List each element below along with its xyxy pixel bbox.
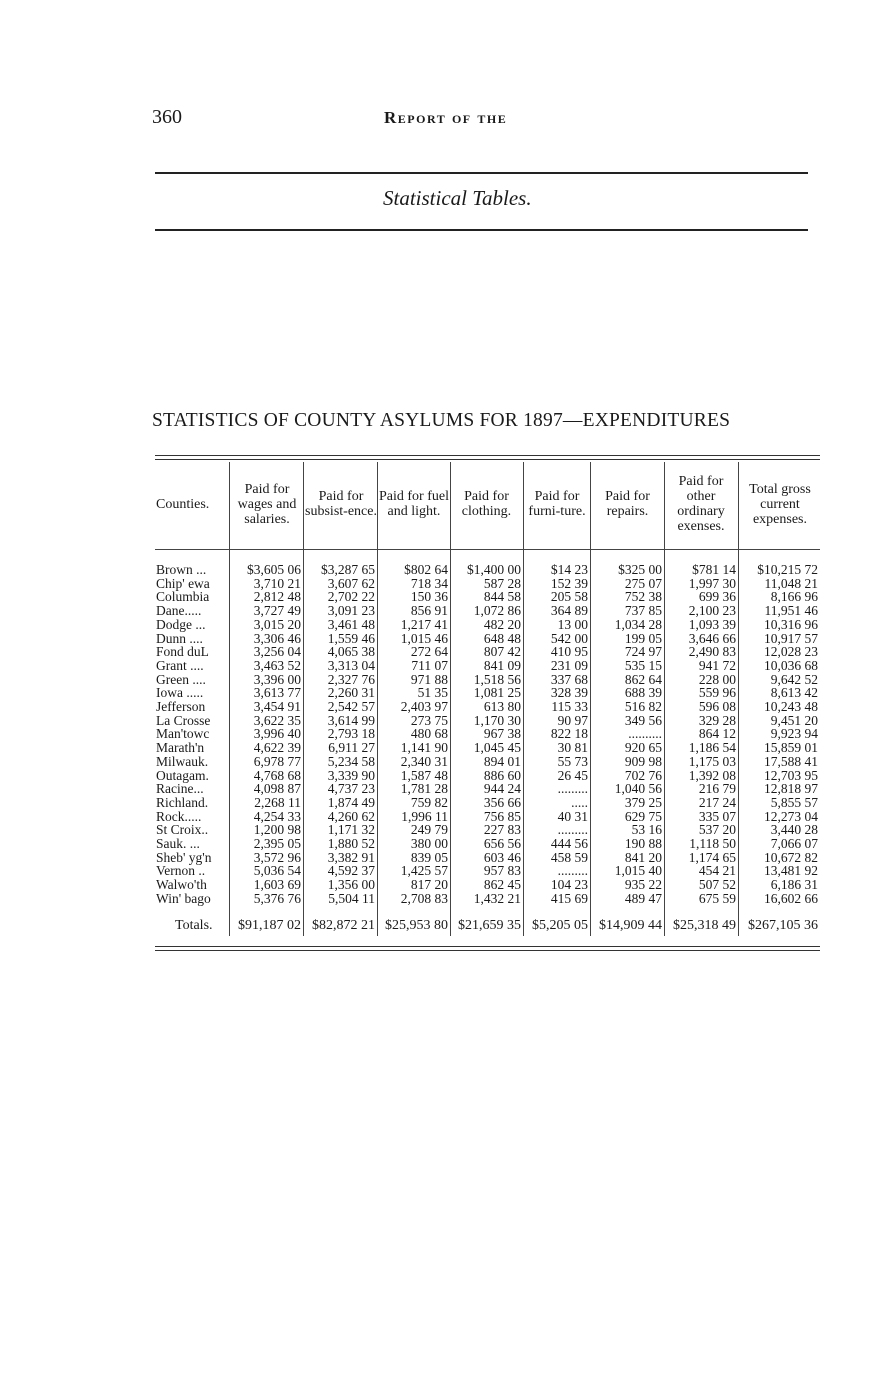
cell-county: Fond duL <box>156 644 209 660</box>
cell-subsistence: 1,880 52 <box>327 836 375 851</box>
cell-subsistence: 3,091 23 <box>327 603 375 619</box>
cell-repairs: 737 85 <box>624 603 662 619</box>
cell-total: 9,642 52 <box>770 671 818 687</box>
cell-other: 941 72 <box>698 657 736 673</box>
cell-repairs: 752 38 <box>624 589 662 605</box>
cell-wages: 2,268 11 <box>254 794 301 810</box>
cell-repairs: 1,040 56 <box>614 781 662 797</box>
cell-other: 217 24 <box>698 794 736 810</box>
cell-clothing: 1,170 30 <box>473 712 521 728</box>
cell-furniture: 458 59 <box>550 849 588 865</box>
cell-subsistence: 2,327 76 <box>327 671 375 687</box>
cell-wages: 1,603 69 <box>253 877 301 893</box>
cell-subsistence: 1,874 49 <box>327 794 375 810</box>
cell-other: 1,174 65 <box>688 849 736 865</box>
cell-furniture: 231 09 <box>550 657 588 673</box>
cell-county: Brown ... <box>156 562 207 577</box>
cell-fuel: 856 91 <box>410 603 448 619</box>
cell-total: $10,215 72 <box>757 562 818 577</box>
cell-fuel: $802 64 <box>404 562 448 577</box>
cell-furniture: ..... <box>571 794 588 810</box>
cell-other: 675 59 <box>698 890 736 906</box>
column-header-label: Paid for subsist-ence. <box>305 489 377 519</box>
cell-other: $25,318 49 <box>673 918 736 933</box>
cell-repairs: 535 15 <box>624 657 662 673</box>
cell-subsistence: 4,737 23 <box>327 781 375 797</box>
cell-furniture: 337 68 <box>550 671 588 687</box>
cell-subsistence: 1,559 46 <box>327 630 375 646</box>
cell-clothing: 356 66 <box>483 794 521 810</box>
cell-other: 1,175 03 <box>688 753 736 769</box>
cell-repairs: 489 47 <box>624 890 662 906</box>
cell-clothing: 656 56 <box>483 836 521 851</box>
column-header-label: Paid for clothing. <box>461 489 512 519</box>
cell-repairs: 349 56 <box>624 712 662 728</box>
cell-total: 9,923 94 <box>770 726 818 742</box>
cell-repairs: 920 65 <box>624 740 662 756</box>
cell-furniture: 822 18 <box>550 726 588 742</box>
cell-county: Rock..... <box>156 808 202 824</box>
column-header-other <box>665 462 737 546</box>
table-row <box>0 796 872 810</box>
cell-fuel: 839 05 <box>410 849 448 865</box>
cell-clothing: 756 85 <box>483 808 521 824</box>
cell-county: St Croix.. <box>156 822 209 838</box>
cell-other: 1,392 08 <box>688 767 736 783</box>
cell-total: $267,105 36 <box>748 918 818 933</box>
cell-furniture: $5,205 05 <box>532 918 588 933</box>
cell-wages: 3,613 77 <box>253 685 301 701</box>
cell-other: 559 96 <box>698 685 736 701</box>
cell-other: 699 36 <box>698 589 736 605</box>
cell-total: 13,481 92 <box>764 863 818 879</box>
cell-repairs: 724 97 <box>624 644 662 660</box>
cell-furniture: 444 56 <box>550 836 588 851</box>
cell-other: 228 00 <box>698 671 736 687</box>
cell-wages: 4,768 68 <box>253 767 301 783</box>
cell-wages: $91,187 02 <box>238 918 301 933</box>
cell-county: Grant .... <box>156 657 204 673</box>
cell-total: 8,613 42 <box>770 685 818 701</box>
cell-clothing: 894 01 <box>483 753 521 769</box>
column-header-label: Counties. <box>156 496 210 512</box>
cell-furniture: 55 73 <box>557 753 588 769</box>
cell-clothing: 886 60 <box>483 767 521 783</box>
cell-clothing: 807 42 <box>483 644 521 660</box>
cell-fuel: 1,996 11 <box>401 808 448 824</box>
cell-clothing: $21,659 35 <box>458 918 521 933</box>
cell-clothing: 1,072 86 <box>473 603 521 619</box>
column-header-label: Paid for fuel and light. <box>379 489 449 519</box>
cell-furniture: 328 39 <box>550 685 588 701</box>
cell-county: Milwauk. <box>156 753 209 769</box>
cell-county: Richland. <box>156 794 209 810</box>
cell-wages: 3,256 04 <box>253 644 301 660</box>
cell-other: 335 07 <box>698 808 736 824</box>
cell-fuel: 971 88 <box>410 671 448 687</box>
cell-fuel: 2,340 31 <box>400 753 448 769</box>
cell-subsistence: 3,339 90 <box>327 767 375 783</box>
cell-repairs: $325 00 <box>618 562 662 577</box>
cell-total: 12,273 04 <box>764 808 818 824</box>
column-header-label: Paid for repairs. <box>605 489 650 519</box>
cell-fuel: 1,781 28 <box>400 781 448 797</box>
cell-county: Dane..... <box>156 603 202 619</box>
cell-total: 10,036 68 <box>764 657 818 673</box>
cell-other: 454 21 <box>698 863 736 879</box>
cell-furniture: 90 97 <box>557 712 588 728</box>
page-number: 360 <box>152 106 182 128</box>
column-header-label: Total gross current expenses. <box>749 481 811 527</box>
cell-county: Chip' ewa <box>156 575 210 591</box>
table-title: STATISTICS OF COUNTY ASYLUMS FOR 1897—EXPENDITURES <box>152 410 731 431</box>
cell-wages: 2,812 48 <box>253 589 301 605</box>
cell-other: $781 14 <box>692 562 736 577</box>
cell-subsistence: $82,872 21 <box>312 918 375 933</box>
column-header-label: Paid for wages and salaries. <box>237 481 297 527</box>
cell-subsistence: 3,461 48 <box>327 616 375 632</box>
cell-repairs: 702 76 <box>624 767 662 783</box>
cell-clothing: 482 20 <box>483 616 521 632</box>
cell-total: 9,451 20 <box>770 712 818 728</box>
cell-clothing: 957 83 <box>483 863 521 879</box>
cell-subsistence: 2,793 18 <box>327 726 375 742</box>
cell-wages: 4,622 39 <box>253 740 301 756</box>
cell-county: Sheb' yg'n <box>156 849 212 865</box>
cell-furniture: 415 69 <box>550 890 588 906</box>
cell-subsistence: 2,542 57 <box>327 699 375 714</box>
section-rule <box>155 229 808 231</box>
table-bottom-double-rule <box>155 946 820 951</box>
cell-repairs: 935 22 <box>624 877 662 893</box>
cell-wages: 1,200 98 <box>253 822 301 838</box>
cell-wages: 4,254 33 <box>253 808 301 824</box>
top-rule <box>155 172 808 174</box>
cell-wages: 3,454 91 <box>253 699 301 714</box>
cell-county: Outagam. <box>156 767 209 783</box>
cell-clothing: 648 48 <box>483 630 521 646</box>
cell-fuel: 480 68 <box>410 726 448 742</box>
cell-county: Man'towc <box>156 726 210 742</box>
cell-fuel: 2,403 97 <box>400 699 448 714</box>
cell-furniture: ......... <box>557 822 588 838</box>
cell-wages: 3,463 52 <box>253 657 301 673</box>
cell-fuel: 380 00 <box>410 836 448 851</box>
section-title: Statistical Tables. <box>383 186 532 210</box>
column-header-label: Paid for furni-ture. <box>528 489 586 519</box>
table-row <box>0 878 872 892</box>
cell-fuel: 273 75 <box>410 712 448 728</box>
cell-county: Dodge ... <box>156 616 206 632</box>
cell-total: 10,917 57 <box>764 630 818 646</box>
cell-other: 1,997 30 <box>688 575 736 591</box>
cell-county: Walwo'th <box>156 877 207 893</box>
cell-wages: 3,727 49 <box>253 603 301 619</box>
cell-repairs: 190 88 <box>624 836 662 851</box>
cell-clothing: 613 80 <box>483 699 521 714</box>
cell-county: Green .... <box>156 671 206 687</box>
cell-subsistence: 3,607 62 <box>327 575 375 591</box>
table-row <box>0 618 872 632</box>
cell-fuel: 1,217 41 <box>400 616 448 632</box>
cell-other: 329 28 <box>698 712 736 728</box>
cell-repairs: .......... <box>628 726 662 742</box>
cell-wages: 5,376 76 <box>253 890 301 906</box>
cell-total: 11,951 46 <box>764 603 818 619</box>
column-header-label: Paid for other ordinary exenses. <box>677 474 725 534</box>
cell-clothing: 227 83 <box>483 822 521 838</box>
cell-furniture: 410 95 <box>550 644 588 660</box>
cell-clothing: 1,045 45 <box>473 740 521 756</box>
cell-clothing: 587 28 <box>483 575 521 591</box>
cell-subsistence: 5,234 58 <box>327 753 375 769</box>
cell-wages: 3,015 20 <box>253 616 301 632</box>
cell-furniture: 13 00 <box>557 616 588 632</box>
cell-fuel: 711 07 <box>411 657 448 673</box>
cell-repairs: 862 64 <box>624 671 662 687</box>
cell-furniture: 542 00 <box>550 630 588 646</box>
table-row <box>0 741 872 755</box>
cell-repairs: 1,015 40 <box>614 863 662 879</box>
cell-clothing: 1,081 25 <box>473 685 521 701</box>
column-header-subsistence <box>305 462 377 546</box>
cell-other: 864 12 <box>698 726 736 742</box>
cell-furniture: 205 58 <box>550 589 588 605</box>
cell-fuel: 759 82 <box>410 794 448 810</box>
cell-other: 1,118 50 <box>689 836 736 851</box>
table-row <box>0 604 872 618</box>
cell-subsistence: 6,911 27 <box>328 740 375 756</box>
cell-other: 3,646 66 <box>688 630 736 646</box>
cell-repairs: $14,909 44 <box>599 918 662 933</box>
cell-clothing: 862 45 <box>483 877 521 893</box>
cell-subsistence: 1,171 32 <box>327 822 375 838</box>
cell-wages: 3,396 00 <box>253 671 301 687</box>
cell-repairs: 841 20 <box>624 849 662 865</box>
cell-total: 11,048 21 <box>764 575 818 591</box>
cell-wages: 4,098 87 <box>253 781 301 797</box>
cell-clothing: 841 09 <box>483 657 521 673</box>
cell-county: Columbia <box>156 589 210 605</box>
cell-subsistence: 4,260 62 <box>327 808 375 824</box>
cell-repairs: 629 75 <box>624 808 662 824</box>
column-header-clothing <box>451 462 522 546</box>
cell-other: 216 79 <box>698 781 736 797</box>
cell-furniture: 104 23 <box>550 877 588 893</box>
cell-other: 537 20 <box>698 822 736 838</box>
cell-subsistence: 2,260 31 <box>327 685 375 701</box>
cell-repairs: 688 39 <box>624 685 662 701</box>
column-header-fuel <box>379 462 449 546</box>
cell-total: 10,243 48 <box>764 699 818 714</box>
cell-repairs: 1,034 28 <box>614 616 662 632</box>
cell-subsistence: 3,313 04 <box>327 657 375 673</box>
cell-repairs: 275 07 <box>624 575 662 591</box>
running-title: Report of the <box>384 108 508 127</box>
cell-fuel: 718 34 <box>410 575 448 591</box>
cell-total: 10,672 82 <box>764 849 818 865</box>
cell-fuel: $25,953 80 <box>385 918 448 933</box>
cell-county: Dunn .... <box>156 630 203 646</box>
cell-total: 8,166 96 <box>770 589 818 605</box>
cell-other: 596 08 <box>698 699 736 714</box>
cell-clothing: 1,518 56 <box>473 671 521 687</box>
cell-fuel: 249 79 <box>410 822 448 838</box>
cell-wages: 3,996 40 <box>253 726 301 742</box>
column-header-counties <box>156 462 228 546</box>
cell-fuel: 2,708 83 <box>400 890 448 906</box>
header-rule <box>155 549 820 550</box>
cell-total: 15,859 01 <box>764 740 818 756</box>
cell-wages: 2,395 05 <box>253 836 301 851</box>
cell-wages: 3,710 21 <box>253 575 301 591</box>
cell-fuel: 1,141 90 <box>400 740 448 756</box>
table-row <box>0 837 872 851</box>
table-row <box>0 892 872 906</box>
totals-label: Totals. <box>175 918 213 933</box>
cell-total: 3,440 28 <box>770 822 818 838</box>
column-header-total <box>740 462 820 546</box>
column-header-repairs <box>592 462 663 546</box>
cell-wages: 5,036 54 <box>253 863 301 879</box>
cell-county: Sauk. ... <box>156 836 200 851</box>
cell-wages: 6,978 77 <box>253 753 301 769</box>
table-row <box>0 700 872 714</box>
cell-total: 12,703 95 <box>764 767 818 783</box>
cell-repairs: 199 05 <box>624 630 662 646</box>
table-row <box>0 755 872 769</box>
cell-other: 1,093 39 <box>688 616 736 632</box>
cell-county: Marath'n <box>156 740 205 756</box>
cell-wages: 3,622 35 <box>253 712 301 728</box>
table-row <box>0 659 872 673</box>
table-row <box>0 563 872 577</box>
cell-wages: 3,306 46 <box>253 630 301 646</box>
cell-subsistence: 4,065 38 <box>327 644 375 660</box>
cell-fuel: 1,587 48 <box>400 767 448 783</box>
cell-wages: $3,605 06 <box>247 562 301 577</box>
cell-other: 507 52 <box>698 877 736 893</box>
cell-furniture: 40 31 <box>557 808 588 824</box>
cell-other: 2,100 23 <box>688 603 736 619</box>
cell-repairs: 516 82 <box>624 699 662 714</box>
cell-furniture: 26 45 <box>557 767 588 783</box>
cell-repairs: 379 25 <box>624 794 662 810</box>
cell-clothing: $1,400 00 <box>467 562 521 577</box>
cell-fuel: 1,015 46 <box>400 630 448 646</box>
cell-repairs: 53 16 <box>631 822 662 838</box>
cell-subsistence: 4,592 37 <box>327 863 375 879</box>
cell-county: Vernon .. <box>156 863 206 879</box>
cell-other: 2,490 83 <box>688 644 736 660</box>
table-top-double-rule <box>155 455 820 460</box>
cell-furniture: 364 89 <box>550 603 588 619</box>
cell-total: 10,316 96 <box>764 616 818 632</box>
cell-county: Win' bago <box>156 890 211 906</box>
column-header-wages <box>231 462 303 546</box>
cell-furniture: ......... <box>557 863 588 879</box>
cell-county: Jefferson <box>156 699 206 714</box>
cell-furniture: 30 81 <box>557 740 588 756</box>
cell-fuel: 150 36 <box>410 589 448 605</box>
cell-furniture: 115 33 <box>551 699 588 714</box>
cell-county: Racine... <box>156 781 204 797</box>
cell-total: 16,602 66 <box>764 890 818 906</box>
cell-clothing: 944 24 <box>483 781 521 797</box>
cell-fuel: 51 35 <box>417 685 448 701</box>
cell-subsistence: 5,504 11 <box>328 890 375 906</box>
cell-clothing: 1,432 21 <box>473 890 521 906</box>
cell-total: 5,855 57 <box>770 794 818 810</box>
totals-row <box>0 918 872 934</box>
cell-total: 7,066 07 <box>770 836 818 851</box>
cell-county: Iowa ..... <box>156 685 204 701</box>
cell-clothing: 844 58 <box>483 589 521 605</box>
cell-fuel: 272 64 <box>410 644 448 660</box>
cell-furniture: ......... <box>557 781 588 797</box>
cell-total: 12,818 97 <box>764 781 818 797</box>
cell-furniture: $14 23 <box>550 562 588 577</box>
cell-furniture: 152 39 <box>550 575 588 591</box>
column-header-furniture <box>525 462 589 546</box>
cell-total: 17,588 41 <box>764 753 818 769</box>
cell-subsistence: 1,356 00 <box>327 877 375 893</box>
cell-clothing: 967 38 <box>483 726 521 742</box>
cell-total: 12,028 23 <box>764 644 818 660</box>
cell-subsistence: 3,614 99 <box>327 712 375 728</box>
cell-fuel: 1,425 57 <box>400 863 448 879</box>
cell-total: 6,186 31 <box>770 877 818 893</box>
cell-other: 1,186 54 <box>688 740 736 756</box>
cell-repairs: 909 98 <box>624 753 662 769</box>
cell-subsistence: 2,702 22 <box>327 589 375 605</box>
cell-wages: 3,572 96 <box>253 849 301 865</box>
cell-subsistence: $3,287 65 <box>321 562 375 577</box>
cell-clothing: 603 46 <box>483 849 521 865</box>
cell-subsistence: 3,382 91 <box>327 849 375 865</box>
cell-county: La Crosse <box>156 712 211 728</box>
cell-fuel: 817 20 <box>410 877 448 893</box>
